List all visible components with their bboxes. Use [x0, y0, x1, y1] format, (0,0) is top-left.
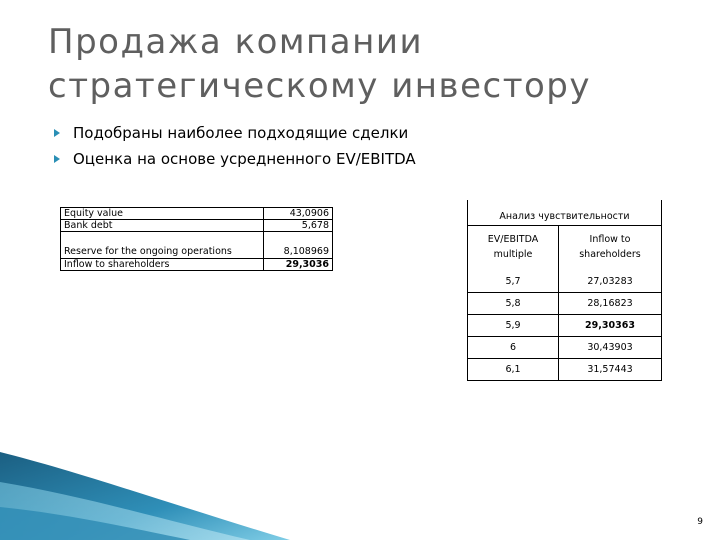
cell-inflow: 31,57443: [559, 359, 662, 381]
col-header-multiple: [468, 226, 559, 293]
table-row: [468, 337, 662, 359]
row-label: Equity value: [61, 208, 264, 220]
cell-inflow: 30,43903: [559, 337, 662, 359]
cell-multiple: 5,7: [505, 276, 521, 287]
page-number: 9: [697, 517, 703, 527]
bullet-arrow-icon: [54, 155, 60, 163]
cell-inflow: 27,03283: [587, 276, 633, 287]
slide-title-line-2: стратегическому инвестору: [48, 66, 592, 106]
cell-multiple: 5,8: [468, 293, 559, 315]
table-row: [61, 259, 333, 271]
cell-multiple: 6,1: [468, 359, 559, 381]
table-header-row: [468, 226, 662, 293]
sensitivity-table: [467, 200, 662, 381]
row-value: 8,108969: [264, 232, 333, 259]
footer-wave-decoration: [0, 452, 290, 540]
cell-inflow: 29,30363: [559, 315, 662, 337]
table-title-row: [468, 200, 662, 226]
row-value: 5,678: [264, 220, 333, 232]
col-header-multiple-label: EV/EBITDA multiple: [487, 234, 539, 260]
table-row: [61, 232, 333, 259]
row-value: 43,0906: [264, 208, 333, 220]
bullet-item: [54, 146, 416, 172]
cell-inflow: 28,16823: [559, 293, 662, 315]
row-label: Bank debt: [61, 220, 264, 232]
row-label: Reserve for the ongoing operations: [61, 232, 264, 259]
slide-title-line-1: Продажа компании: [48, 22, 424, 62]
bullet-text: Оценка на основе усредненного EV/EBITDA: [73, 150, 416, 168]
sensitivity-title: Анализ чувствительности: [468, 200, 662, 226]
table-row: [61, 220, 333, 232]
table-row: [468, 293, 662, 315]
bullet-arrow-icon: [54, 129, 60, 137]
table-row: [468, 359, 662, 381]
table-row: [468, 315, 662, 337]
col-header-inflow: [559, 226, 662, 293]
cell-multiple: 5,9: [468, 315, 559, 337]
slide-title: [48, 20, 688, 108]
cell-multiple: 6: [468, 337, 559, 359]
row-label: Inflow to shareholders: [61, 259, 264, 271]
col-header-inflow-label: Inflow to shareholders: [579, 234, 641, 260]
table-row: [61, 208, 333, 220]
bullet-item: [54, 120, 416, 146]
bullet-list: [54, 120, 416, 172]
valuation-table: [60, 207, 333, 271]
row-value: 29,3036: [264, 259, 333, 271]
bullet-text: Подобраны наиболее подходящие сделки: [73, 124, 409, 142]
